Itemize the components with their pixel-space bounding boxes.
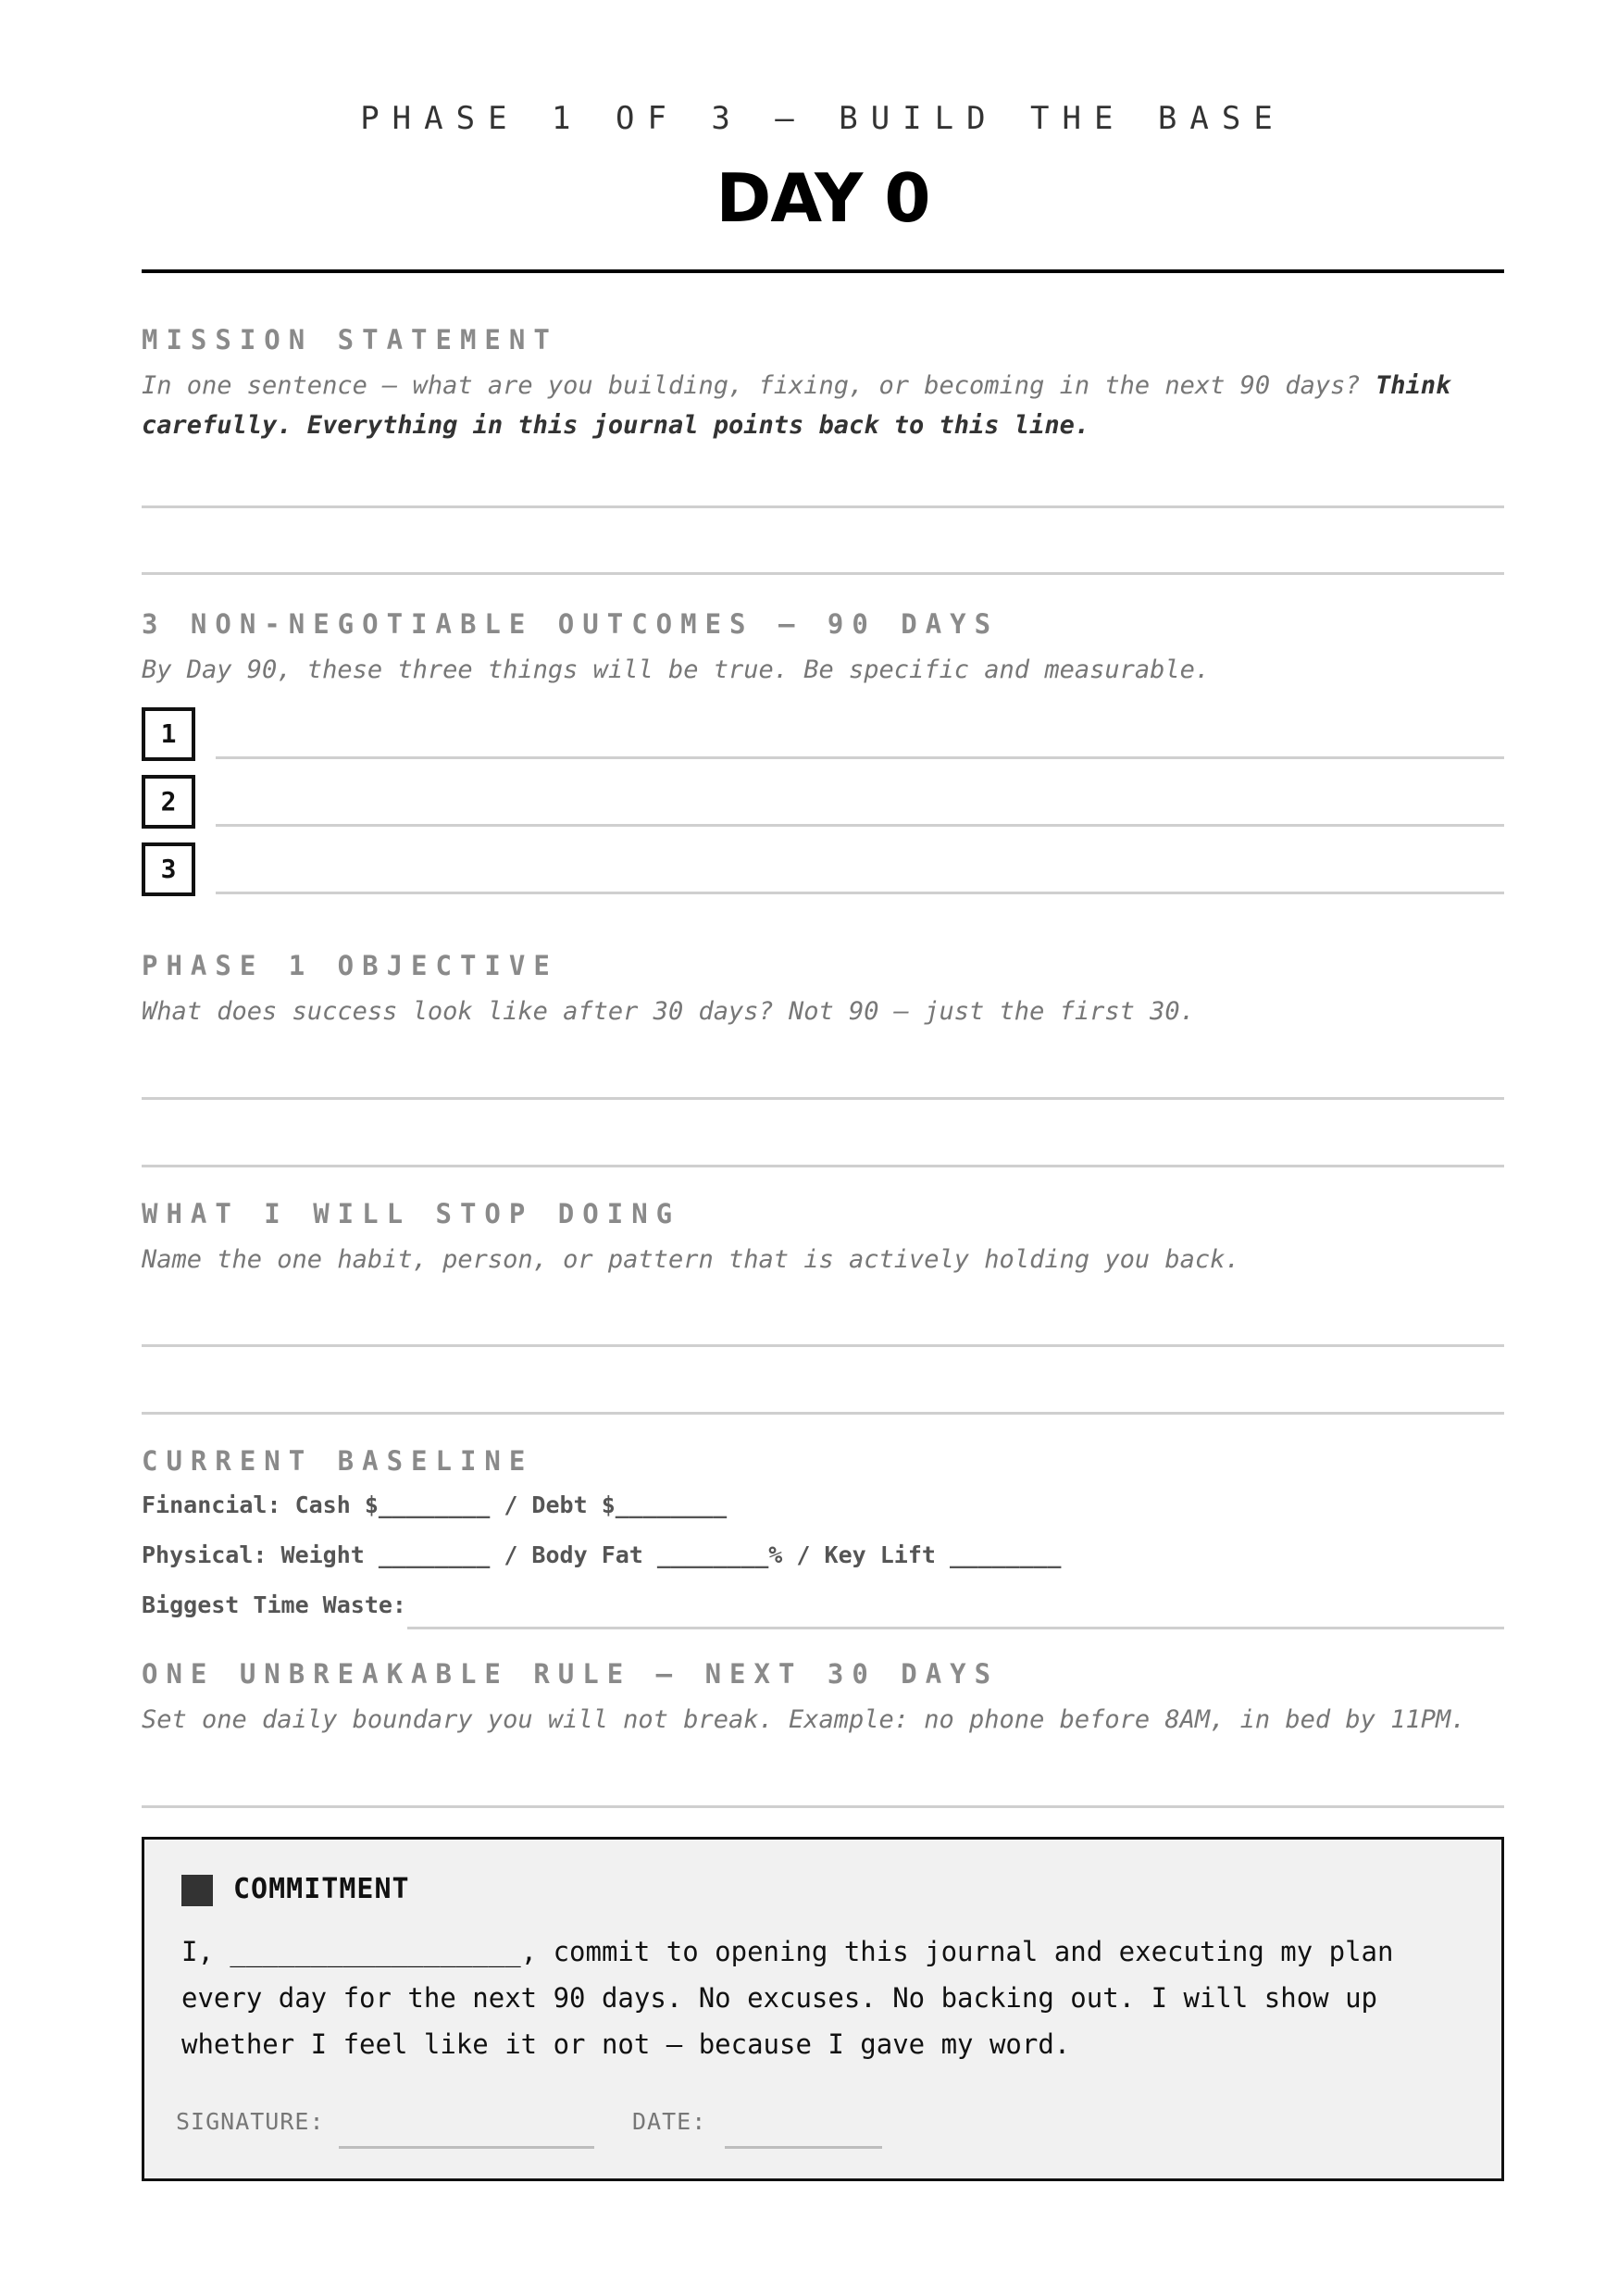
objective-prompt: What does success look like after 30 days? Not 90 — just the first 30. — [142, 997, 1195, 1026]
date-line[interactable] — [725, 2146, 882, 2149]
mission-write-line-1[interactable] — [142, 505, 1504, 508]
outcome-write-line-2[interactable] — [216, 824, 1504, 827]
time-waste-write-line[interactable] — [407, 1627, 1504, 1629]
stop-write-line-2[interactable] — [142, 1412, 1504, 1415]
stop-heading: WHAT I WILL STOP DOING — [142, 1198, 681, 1229]
outcomes-prompt: By Day 90, these three things will be true. Be specific and measurable. — [142, 655, 1211, 684]
outcome-number-3: 3 — [142, 842, 195, 896]
outcome-write-line-3[interactable] — [216, 892, 1504, 894]
rule-write-line[interactable] — [142, 1805, 1504, 1808]
objective-write-line-2[interactable] — [142, 1165, 1504, 1167]
signature-label: SIGNATURE: — [176, 2108, 325, 2135]
mission-heading: MISSION STATEMENT — [142, 324, 558, 356]
commitment-text: I, __________________, commit to opening this journal and executing my plan every day for the next 90 days. No excuses. No backing out. I will show up whether I feel like it or not — because I gave my word. — [181, 1936, 1394, 2060]
date-label: DATE: — [632, 2108, 707, 2135]
mission-prompt-text: In one sentence — what are you building, fixing, or becoming in the next 90 days? — [142, 371, 1361, 400]
baseline-physical: Physical: Weight ________ / Body Fat ________% / Key Lift ________ — [142, 1541, 1062, 1568]
outcomes-heading: 3 NON-NEGOTIABLE OUTCOMES — 90 DAYS — [142, 608, 1000, 640]
objective-heading: PHASE 1 OBJECTIVE — [142, 950, 558, 981]
journal-page — [142, 0, 1504, 2296]
signature-line[interactable] — [339, 2146, 594, 2149]
baseline-financial: Financial: Cash $________ / Debt $________ — [142, 1491, 728, 1518]
phase-label: PHASE 1 OF 3 — BUILD THE BASE — [360, 100, 1286, 137]
objective-write-line-1[interactable] — [142, 1097, 1504, 1100]
commitment-box — [142, 1837, 1504, 2181]
mission-write-line-2[interactable] — [142, 572, 1504, 575]
title-divider — [142, 269, 1504, 273]
stop-write-line-1[interactable] — [142, 1344, 1504, 1347]
commitment-title: COMMITMENT — [233, 1873, 410, 1905]
page-title: DAY 0 — [716, 159, 930, 237]
rule-heading: ONE UNBREAKABLE RULE — NEXT 30 DAYS — [142, 1658, 1000, 1690]
outcome-number-2: 2 — [142, 775, 195, 829]
baseline-time-waste-label: Biggest Time Waste: — [142, 1591, 406, 1618]
mission-emphasis: Think carefully. Everything in this journal points back to this line. — [142, 371, 1451, 440]
rule-prompt: Set one daily boundary you will not break. Example: no phone before 8AM, in bed by 11PM. — [142, 1705, 1466, 1734]
commitment-square-icon — [181, 1875, 213, 1906]
baseline-heading: CURRENT BASELINE — [142, 1445, 534, 1477]
mission-prompt — [142, 366, 1504, 445]
outcome-number-1: 1 — [142, 707, 195, 761]
outcome-write-line-1[interactable] — [216, 756, 1504, 759]
stop-prompt: Name the one habit, person, or pattern that is actively holding you back. — [142, 1245, 1240, 1274]
